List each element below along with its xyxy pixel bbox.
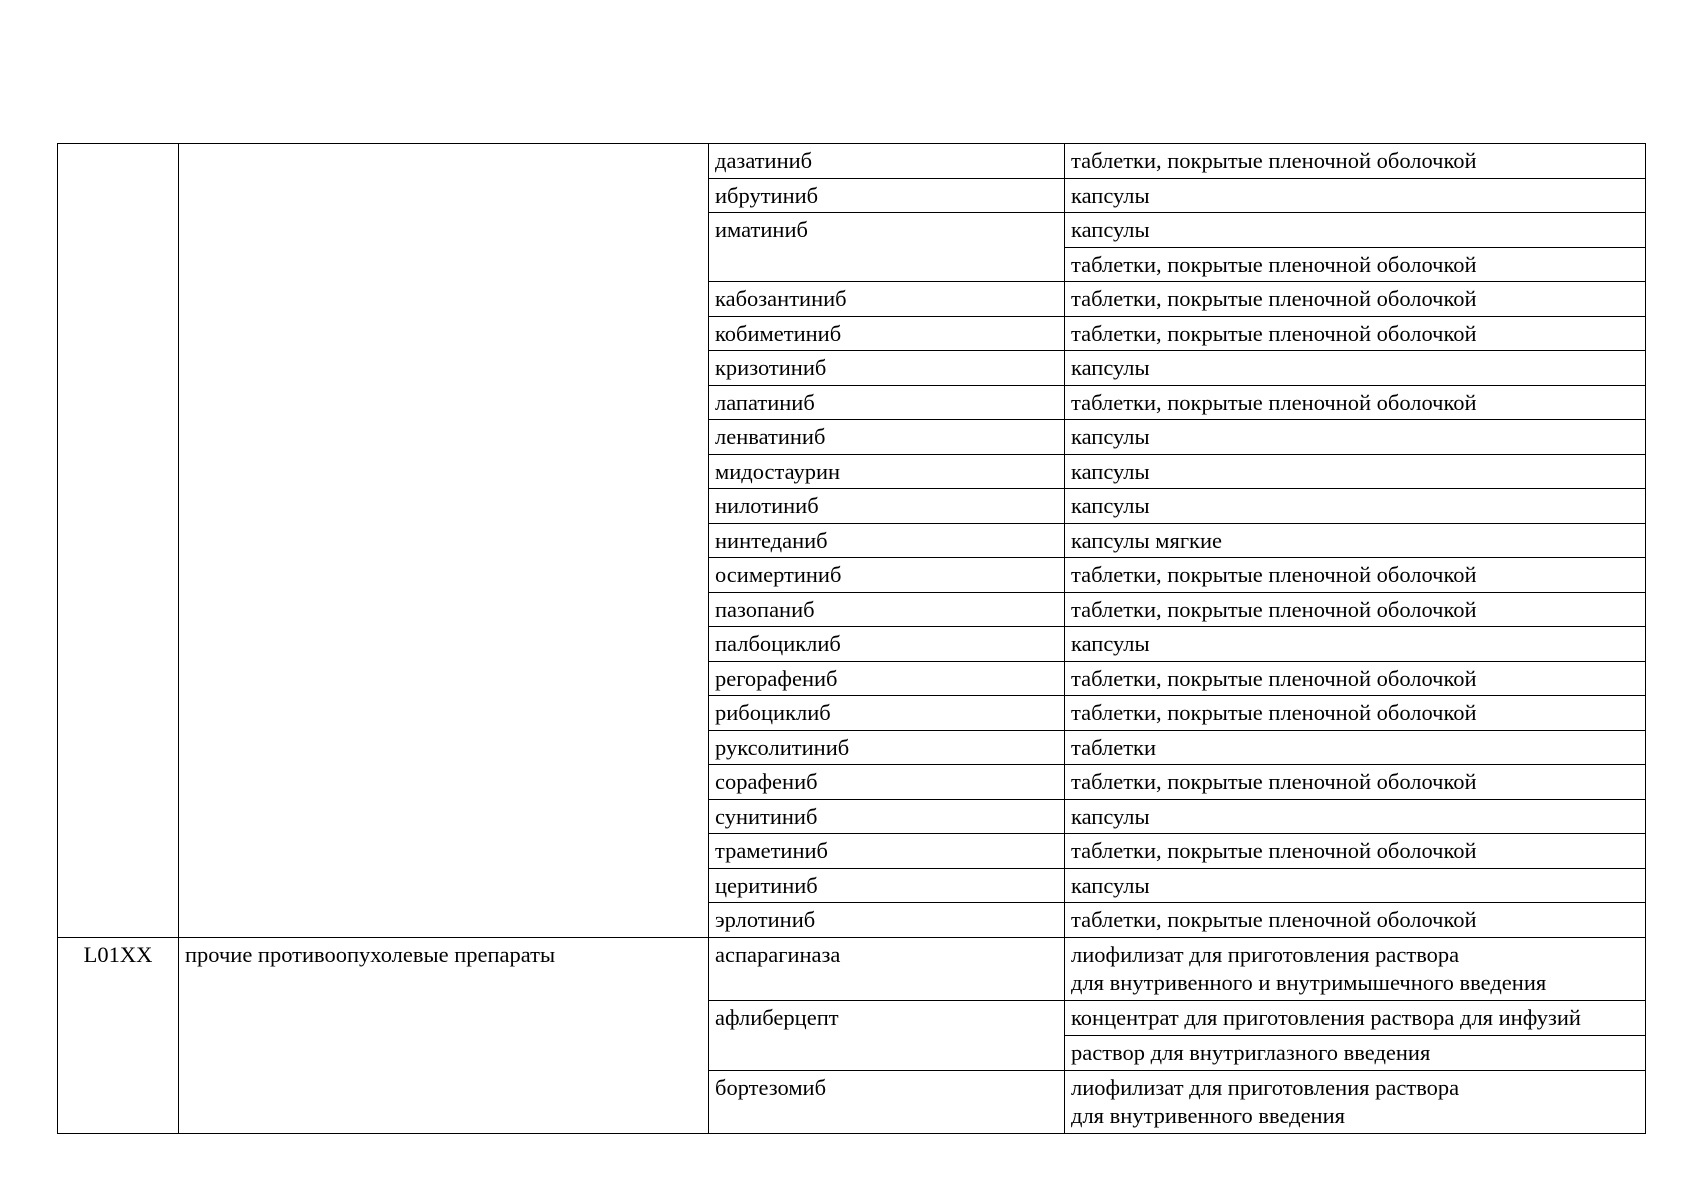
dosage-form-cell: капсулы [1065,868,1646,903]
dosage-form-cell: капсулы мягкие [1065,523,1646,558]
dosage-form-cell: таблетки, покрытые пленочной оболочкой [1065,834,1646,869]
drug-name-cell: кобиметиниб [709,316,1065,351]
dosage-form-cell: капсулы [1065,627,1646,662]
drug-name-cell: аспарагиназа [709,937,1065,1000]
drug-name-cell: палбоциклиб [709,627,1065,662]
dosage-form-line: раствор для внутриглазного введения [1071,1039,1431,1065]
group-name-cell-empty [179,144,709,938]
drug-name-cell: дазатиниб [709,144,1065,179]
dosage-form-cell: капсулы [1065,351,1646,386]
dosage-form-cell [1065,1070,1646,1133]
dosage-form-cell: таблетки, покрытые пленочной оболочкой [1065,696,1646,731]
table-row [58,937,1646,1000]
drug-name-cell: сунитиниб [709,799,1065,834]
dosage-form-cell: таблетки, покрытые пленочной оболочкой [1065,144,1646,179]
group-name-cell: прочие противоопухолевые препараты [179,937,709,1133]
dosage-form-cell: таблетки, покрытые пленочной оболочкой [1065,316,1646,351]
drug-name-cell: афлиберцепт [709,1000,1065,1070]
dosage-form-cell: капсулы [1065,454,1646,489]
drug-name-cell: ибрутиниб [709,178,1065,213]
dosage-form-cell: таблетки, покрытые пленочной оболочкой [1065,661,1646,696]
dosage-form-cell: таблетки, покрытые пленочной оболочкой [1065,592,1646,627]
dosage-form-cell: таблетки, покрытые пленочной оболочкой [1065,558,1646,593]
dosage-form-line: лиофилизат для приготовления раствора [1071,941,1460,967]
drug-name-cell: регорафениб [709,661,1065,696]
atc-code-cell: L01XX [58,937,179,1133]
drug-name-cell: ленватиниб [709,420,1065,455]
drug-name-cell: мидостаурин [709,454,1065,489]
drug-name-cell: церитиниб [709,868,1065,903]
drug-table-body [58,144,1646,1134]
dosage-form-cell: таблетки, покрытые пленочной оболочкой [1065,765,1646,800]
dosage-form-cell [1065,937,1646,1000]
table-row [58,144,1646,179]
dosage-form-cell [1065,1000,1646,1035]
dosage-form-cell: капсулы [1065,420,1646,455]
drug-name-cell: траметиниб [709,834,1065,869]
dosage-form-cell: таблетки, покрытые пленочной оболочкой [1065,282,1646,317]
dosage-form-line: концентрат для приготовления раствора для инфузий [1071,1004,1581,1030]
dosage-form-cell [1065,1035,1646,1070]
dosage-form-cell: таблетки, покрытые пленочной оболочкой [1065,903,1646,938]
atc-code-cell-empty [58,144,179,938]
dosage-form-line: лиофилизат для приготовления раствора [1071,1074,1460,1100]
drug-name-cell: кабозантиниб [709,282,1065,317]
drug-table [57,143,1646,1134]
drug-name-cell: рибоциклиб [709,696,1065,731]
drug-name-cell: нилотиниб [709,489,1065,524]
dosage-form-cell: капсулы [1065,178,1646,213]
drug-name-cell: кризотиниб [709,351,1065,386]
dosage-form-cell: капсулы [1065,799,1646,834]
drug-name-cell: сорафениб [709,765,1065,800]
drug-name-cell: руксолитиниб [709,730,1065,765]
drug-name-cell: нинтеданиб [709,523,1065,558]
drug-name-cell: пазопаниб [709,592,1065,627]
drug-name-cell: лапатиниб [709,385,1065,420]
drug-name-cell: осимертиниб [709,558,1065,593]
drug-name-cell: иматиниб [709,213,1065,282]
drug-name-cell: эрлотиниб [709,903,1065,938]
dosage-form-cell: таблетки [1065,730,1646,765]
drug-name-cell: бортезомиб [709,1070,1065,1133]
dosage-form-cell: таблетки, покрытые пленочной оболочкой [1065,385,1646,420]
dosage-form-cell: капсулы [1065,213,1646,248]
dosage-form-line: для внутривенного и внутримышечного введения [1071,969,1547,995]
dosage-form-line: для внутривенного введения [1071,1102,1345,1128]
dosage-form-cell: таблетки, покрытые пленочной оболочкой [1065,247,1646,282]
dosage-form-cell: капсулы [1065,489,1646,524]
